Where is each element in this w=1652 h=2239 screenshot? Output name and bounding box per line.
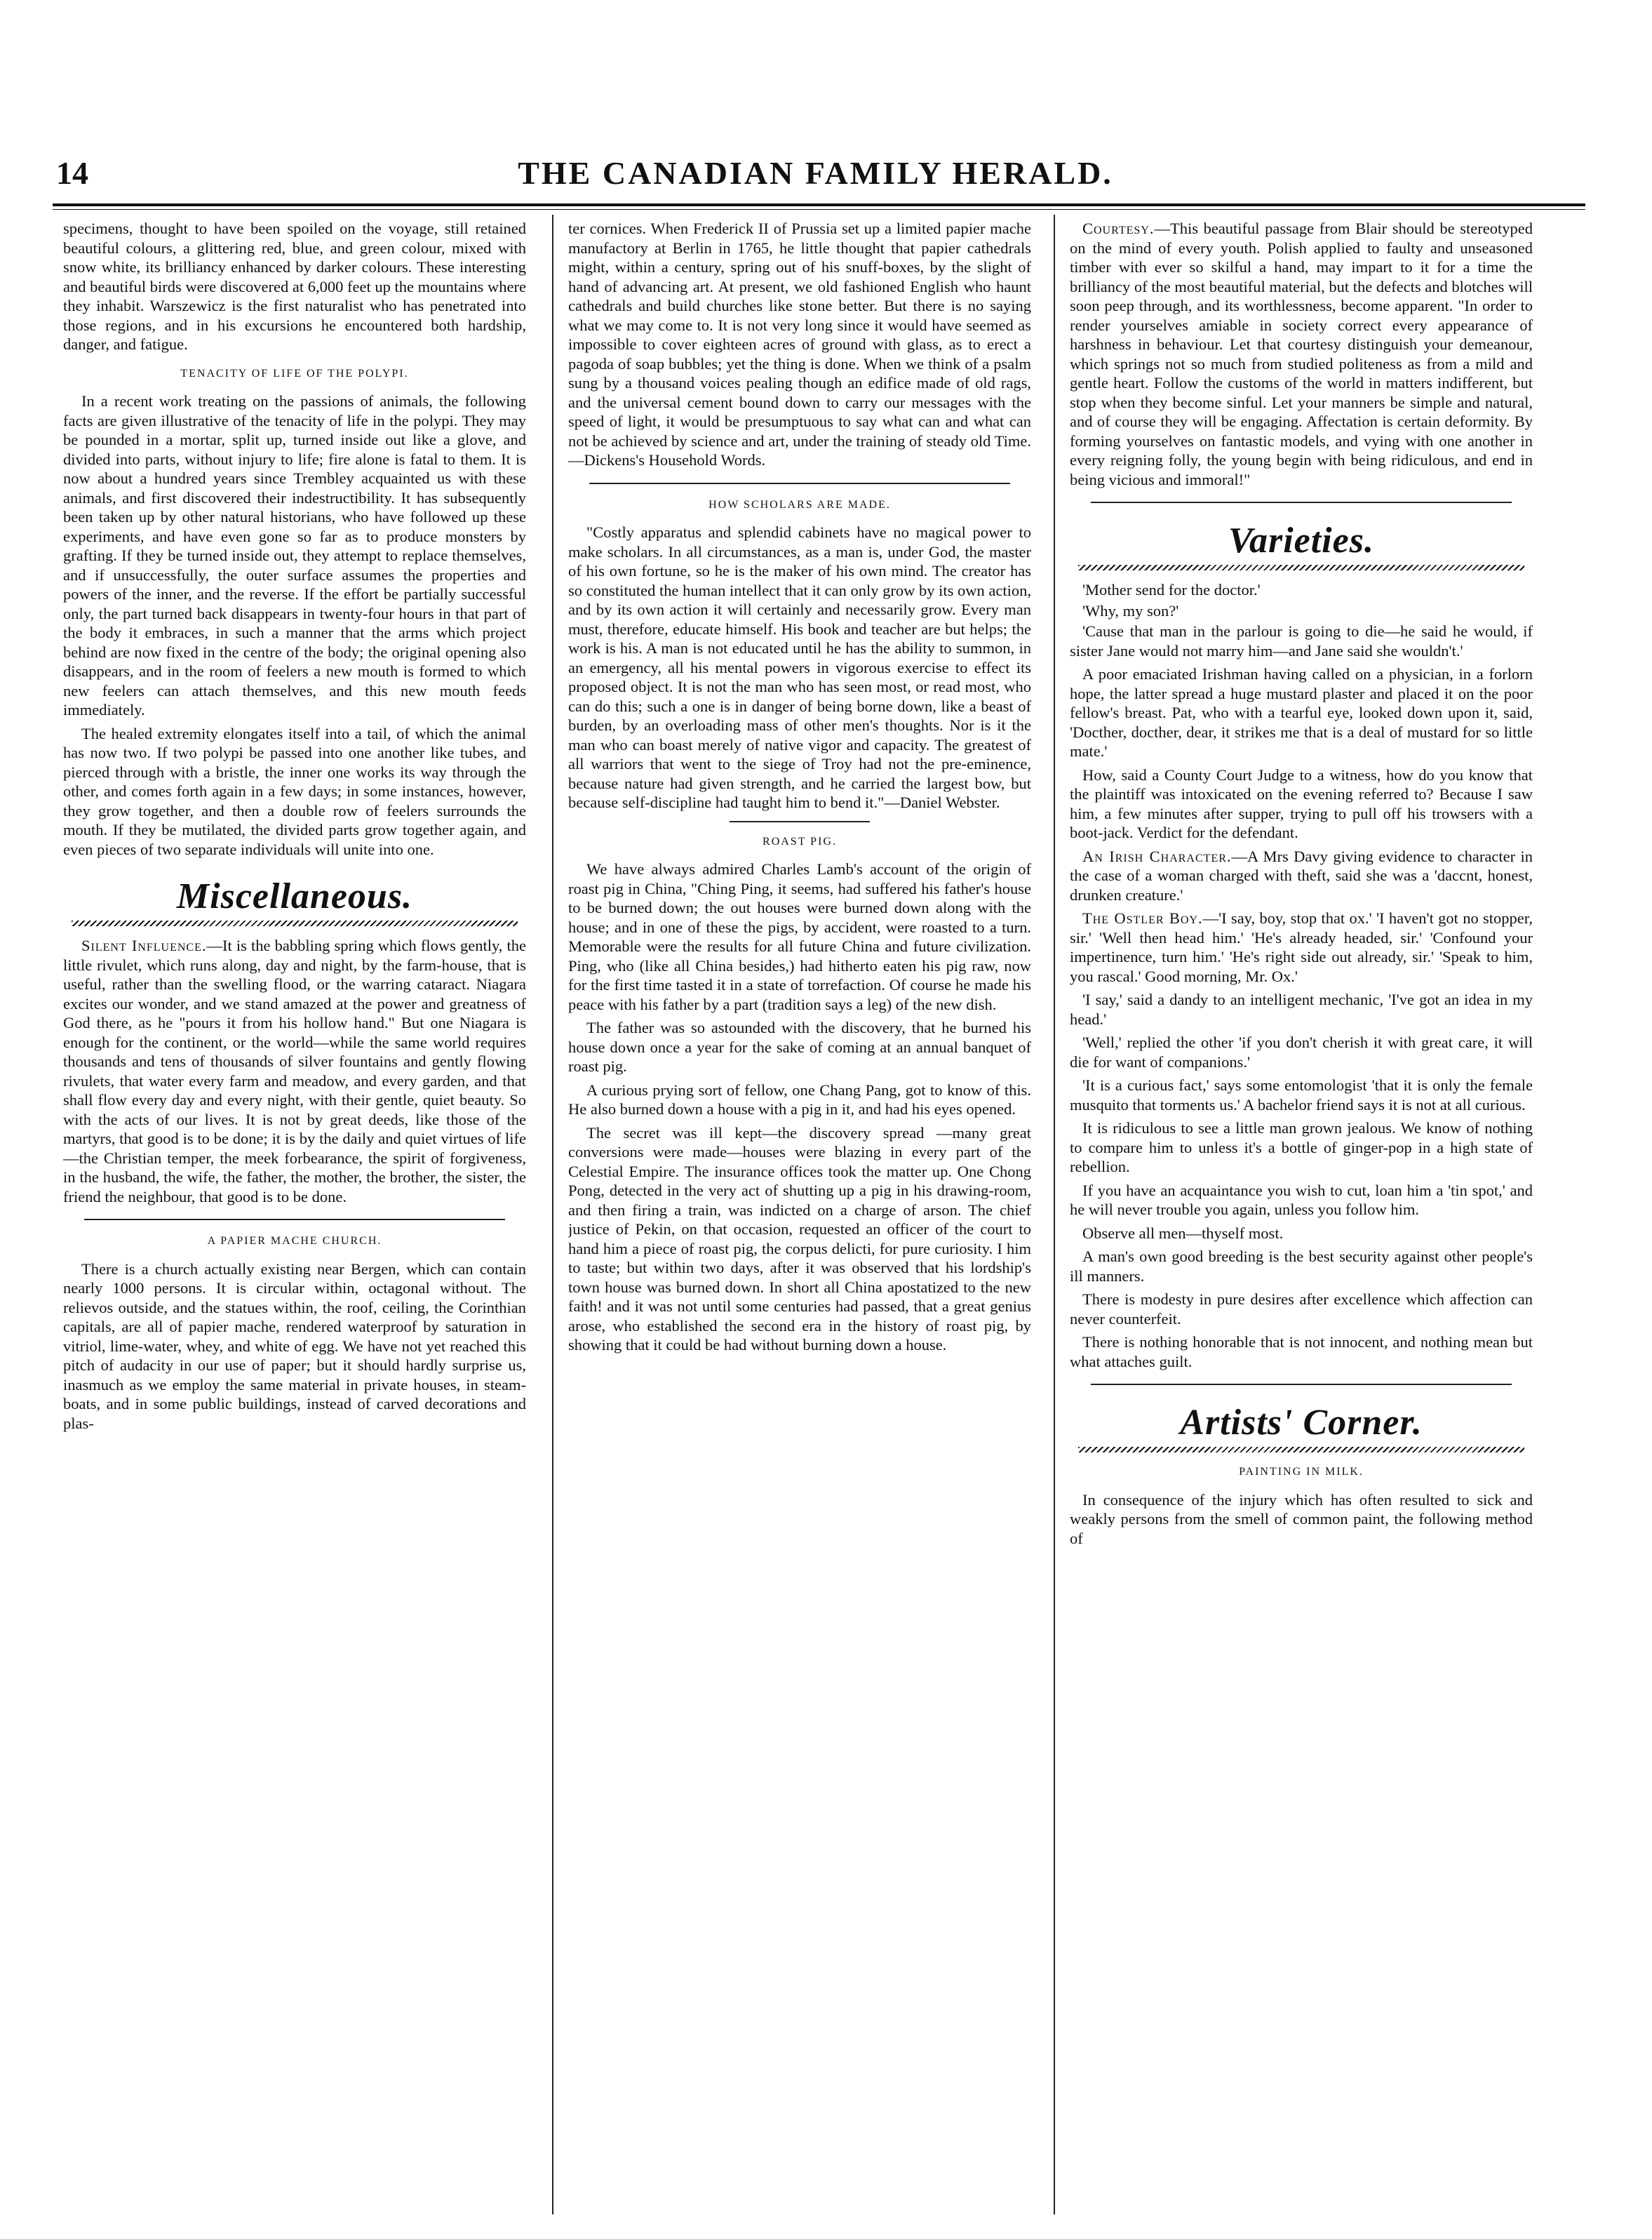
run-in-heading: The Ostler Boy. <box>1082 909 1203 927</box>
joke-paragraph: It is ridiculous to see a little man grown jealous. We know of nothing to compare him to unless it's a bottle of ginger-pop in a high state of rebellion. <box>1070 1119 1533 1175</box>
column-2 <box>568 219 1031 2226</box>
article-paragraph: There is a church actually existing near Bergen, which can contain nearly 1000 persons. It is circular within, octagonal without. The relievos outside, and the statues within, the roof, ceiling, the Corinthian capitals, are all of papier mache, rendered waterproof by saturation in vitriol, lime-water, whey, and white of egg. We have not yet reached this pitch of audacity in our use of paper; but it should hardly surprise us, inasmuch as we employ the same material in private houses, in steam-boats, and in some public buildings, instead of carved decorations and plas- <box>63 1259 526 1432</box>
joke-paragraph <box>1070 847 1533 905</box>
article-paragraph: A curious prying sort of fellow, one Chang Pang, got to know of this. He also burned down a house with a pig in it, and had his eyes opened. <box>568 1081 1031 1118</box>
joke-paragraph: A poor emaciated Irishman having called on a physician, in a forlorn hope, the latter spread a huge mustard plaster and placed it on the poor fellow's breast. Pat, who with a tearful eye, looked down upon it, said, 'Docther, docther, dear, it strikes me that is a deal of mustard for so little mate.' <box>1070 665 1533 760</box>
article-heading: ROAST PIG. <box>763 835 837 848</box>
joke-paragraph: How, said a County Court Judge to a witness, how do you know that the plaintiff was intoxicated on the evening referred to? Because I saw him, a few minutes after supper, trying to pull off his trowsers with a boot-jack. Verdict for the defendant. <box>1070 766 1533 841</box>
section-separator <box>1091 1384 1512 1385</box>
header-rule-thin <box>53 209 1585 210</box>
article-paragraph <box>63 936 526 1206</box>
article-paragraph: The secret was ill kept—the discovery spread —many great conversions were made—houses were blazing in every part of the Celestial Empire. The insurance offices took the matter up. One Chong Pong, detected in the very act of shutting up a pig in his drawing-room, and then firing a train, was indicted on a charge of arson. The chief justice of Pekin, on that occasion, requested an officer of the court to hand him a piece of roast pig, the corpus delicti, for pure curiosity. I him to taste; but within two days, after it was observed that his lordship's town house was burned down. In short all China apostatized to the new faith! and it was not until some centuries had passed, that a great genius arose, who established the second era in the history of roast pig, by showing that it could be had without burning down a house. <box>568 1123 1031 1354</box>
article-paragraph: We have always admired Charles Lamb's account of the origin of roast pig in China, "Ching Ping, it seems, had suffered his father's house to be burned down; the out houses were burned down along with the house; and in one of these the pigs, by accident, were roasted to a turn. Memorable were the results for all future China and future civilization. Ping, who (like all China besides,) had hitherto eaten his pig raw, now for the first time tasted it in a state of torrefaction. Of course he made his peace with his father by a part (tradition says a leg) of the new dish. <box>568 860 1031 1013</box>
section-heading-varieties: Varieties. <box>1228 521 1374 561</box>
section-separator <box>589 483 1010 484</box>
paragraph-text: —It is the babbling spring which flows gently, the little rivulet, which runs along, day and night, by the farm-house, that is useful, rather than the swelling flood, or the warring cataract. Niagara excites our wonder, and we stand amazed at the power and greatness of God there, as he "pours it from his hollow hand." But one Niagara is enough for the continent, or the world—while the same world requires thousands and tens of thousands of silver fountains and gently flowing rivulets, that water every farm and meadow, and every garden, and that shall flow every day and every night, with their gentle, quiet beauty. So with the acts of our lives. It is not by great deeds, like those of the martyrs, that good is to be done; it is by the daily and quiet virtues of life—the Christian temper, the meek forbearance, the spirit of forgiveness, in the husband, the wife, the father, the mother, the brother, the sister, the friend the neighbour, that good is to be done. <box>63 937 526 1205</box>
article-heading: PAINTING IN MILK. <box>1239 1466 1364 1478</box>
joke-paragraph: 'Well,' replied the other 'if you don't cherish it with great care, it will die for want of companions.' <box>1070 1034 1533 1071</box>
joke-paragraph: A man's own good breeding is the best security against other people's ill manners. <box>1070 1248 1533 1285</box>
article-paragraph: The healed extremity elongates itself into a tail, of which the animal has now two. If two polypi be passed into one another like tubes, and pierced through with a bristle, the inner one works its way through the other, and comes forth again in a few days; in some instances, however, they grow together, and then a double row of feelers surrounds the mouth. If they be mutilated, the divided parts grow together again, and even pieces of two separate individuals will unite into one. <box>63 724 526 858</box>
article-paragraph: The father was so astounded with the discovery, that he burned his house down once a year for the sake of coming at an annual banquet of roast pig. <box>568 1019 1031 1075</box>
section-separator <box>84 1219 505 1220</box>
section-separator <box>1091 502 1512 503</box>
section-heading-artists-corner: Artists' Corner. <box>1180 1403 1423 1443</box>
paragraph-text: —A Mrs Davy giving evidence to character in the case of a woman charged with theft, said she was a 'daccnt, honest, drunken creature.' <box>1070 847 1533 904</box>
ornamental-rule <box>1078 1447 1524 1452</box>
run-in-heading: Silent Influence. <box>81 937 207 954</box>
article-heading: TENACITY OF LIFE OF THE POLYPI. <box>180 367 409 380</box>
joke-line: 'Why, my son?' <box>1082 601 1179 620</box>
joke-paragraph: There is modesty in pure desires after excellence which affection can never counterfeit. <box>1070 1290 1533 1328</box>
column-1 <box>63 219 526 2226</box>
joke-paragraph: If you have an acquaintance you wish to cut, loan him a 'tin spot,' and he will never trouble you again, unless you follow him. <box>1070 1181 1533 1218</box>
column-3 <box>1070 219 1533 2226</box>
run-in-heading: Courtesy. <box>1082 220 1155 237</box>
article-paragraph: ter cornices. When Frederick II of Prussia set up a limited papier mache manufactory at Berlin in 1765, he little thought that papier cathedrals might, within a century, spring out of his snuff-boxes, by the slight of hand of advancing art. At present, we old fashioned English who haunt cathedrals and build churches like stone better. But there is no saying what we may come to. It is not very long since it would have seemed as impossible to cover eighteen acres of ground with glass, as to erect a pagoda of soap bubbles; yet the thing is done. When we think of a psalm sung by a thousand voices pealing though an edifice made of old rags, and the universal cement bound down to carry our messages with the speed of light, it would be presumptuous to say what can and what can not be achieved by science and art, under the training of steady old Time.—Dickens's Household Words. <box>568 220 1031 469</box>
article-paragraph <box>1070 219 1533 489</box>
joke-line: 'Mother send for the doctor.' <box>1082 581 1261 599</box>
ornamental-rule <box>72 921 518 926</box>
header-rule <box>53 203 1585 206</box>
joke-line: 'Cause that man in the parlour is going to die—he said he would, if sister Jane would not marry him—and Jane said she wouldn't.' <box>1070 622 1533 660</box>
joke-paragraph: Observe all men—thyself most. <box>1082 1224 1284 1242</box>
section-heading-miscellaneous: Miscellaneous. <box>176 876 413 916</box>
ornamental-rule <box>1078 565 1524 570</box>
page-number: 14 <box>56 155 88 191</box>
article-paragraph: "Costly apparatus and splendid cabinets have no magical power to make scholars. In all circumstances, as a man is, under God, the master of his own fortune, so he is the maker of his own mind. The creator has so constituted the human intellect that it can only grow by its own action, and by its own action it will certainly and necessarily grow. Every man must, therefore, educate himself. His book and teacher are but helps; the work is his. A man is not educated until he has the ability to summon, in an emergency, all his mental powers in vigorous exercise to effect its proposed object. It is not the man who has seen most, or read most, who can do this; such a one is in danger of being borne down, like a beast of burden, by an overloading mass of other men's thoughts. Nor is it the man who can boast merely of native vigor and capacity. The greatest of all warriors that went to the siege of Troy had not the pre-eminence, because nature had given strength, and he carried the largest bow, but because self-discipline had taught him to bend it."—Daniel Webster. <box>568 523 1031 811</box>
joke-paragraph: 'It is a curious fact,' says some entomologist 'that it is only the female musquito that torments us.' A bachelor friend says it is not at all curious. <box>1070 1076 1533 1114</box>
article-paragraph: specimens, thought to have been spoiled on the voyage, still retained beautiful colours, a glittering red, blue, and green colour, mixed with snow white, its brilliancy enhanced by darker colours. These interesting and beautiful birds were discovered at 6,000 feet up the mountains where they inhabit. Warszewicz is the first naturalist who has penetrated into those regions, and in his excursions he encountered both hardship, danger, and fatigue. <box>63 220 526 353</box>
paper-title: THE CANADIAN FAMILY HERALD. <box>518 155 1113 191</box>
article-paragraph: In a recent work treating on the passions of animals, the following facts are given illustrative of the tenacity of life in the polypi. They may be pounded in a mortar, split up, turned inside out like a glove, and divided into parts, without injury to life; fire alone is fatal to them. It is now about a hundred years since Trembley acquainted us with these animals, and first discovered their indestructibility. It has subsequently been taken up by other natural historians, who have followed up these experiments, and have even gone so far as to produce monsters by grafting. If they be turned inside out, they attempt to replace themselves, and if unsuccessfully, the outer surface assumes the properties and powers of the inner, and the reverse. If the effort be partially successful only, the part turned back disappears in twenty-four hours in that part of the body it embraces, in such a manner that the arms which project behind are now fixed in the centre of the body; the original opening also disappears, and in the room of feelers a new mouth is formed to which new feelers can attach themselves, and this new mouth feeds immediately. <box>63 392 526 719</box>
column-rule <box>552 215 553 2214</box>
joke-paragraph: There is nothing honorable that is not innocent, and nothing mean but what attaches guilt. <box>1070 1333 1533 1370</box>
run-in-heading: An Irish Character. <box>1082 847 1232 865</box>
paragraph-text: —'I say, boy, stop that ox.' 'I haven't got no stopper, sir.' 'Well then head him.' 'He's already headed, sir.' 'Confound your impertinence, turn him.' 'He's right side out already, sir.' 'Speak to him, you rascal.' Good morning, Mr. Ox.' <box>1070 909 1533 985</box>
paragraph-text: —This beautiful passage from Blair should be stereotyped on the mind of every youth. Polish applied to faulty and unseasoned timber with ever so skilful a hand, may impart to it for a time the brilliancy of the most beautiful material, but the defects and blotches will soon peep through, and its worthlessness, become apparent. "In order to render yourselves amiable in society correct every appearance of harshness in behaviour. Let that courtesy distinguish your demeanour, which springs not so much from studied politeness as from a mild and gentle heart. Follow the customs of the world in matters indifferent, but stop when they become sinful. Let your manners be simple and natural, and of course they will be engaging. Affectation is certain deformity. By forming yourselves on fantastic models, and vying with one another in every reigning folly, the young begin with being ridiculous, and end in being vicious and immoral!" <box>1070 220 1533 488</box>
joke-paragraph <box>1070 909 1533 986</box>
article-paragraph: In consequence of the injury which has often resulted to sick and weakly persons from the smell of common paint, the following method of <box>1070 1490 1533 1547</box>
article-heading: HOW SCHOLARS ARE MADE. <box>709 498 891 511</box>
article-heading: A PAPIER MACHE CHURCH. <box>207 1235 382 1247</box>
column-rule <box>1054 215 1055 2214</box>
section-separator <box>730 821 870 822</box>
masthead <box>49 154 1582 196</box>
joke-paragraph: 'I say,' said a dandy to an intelligent mechanic, 'I've got an idea in my head.' <box>1070 991 1533 1028</box>
